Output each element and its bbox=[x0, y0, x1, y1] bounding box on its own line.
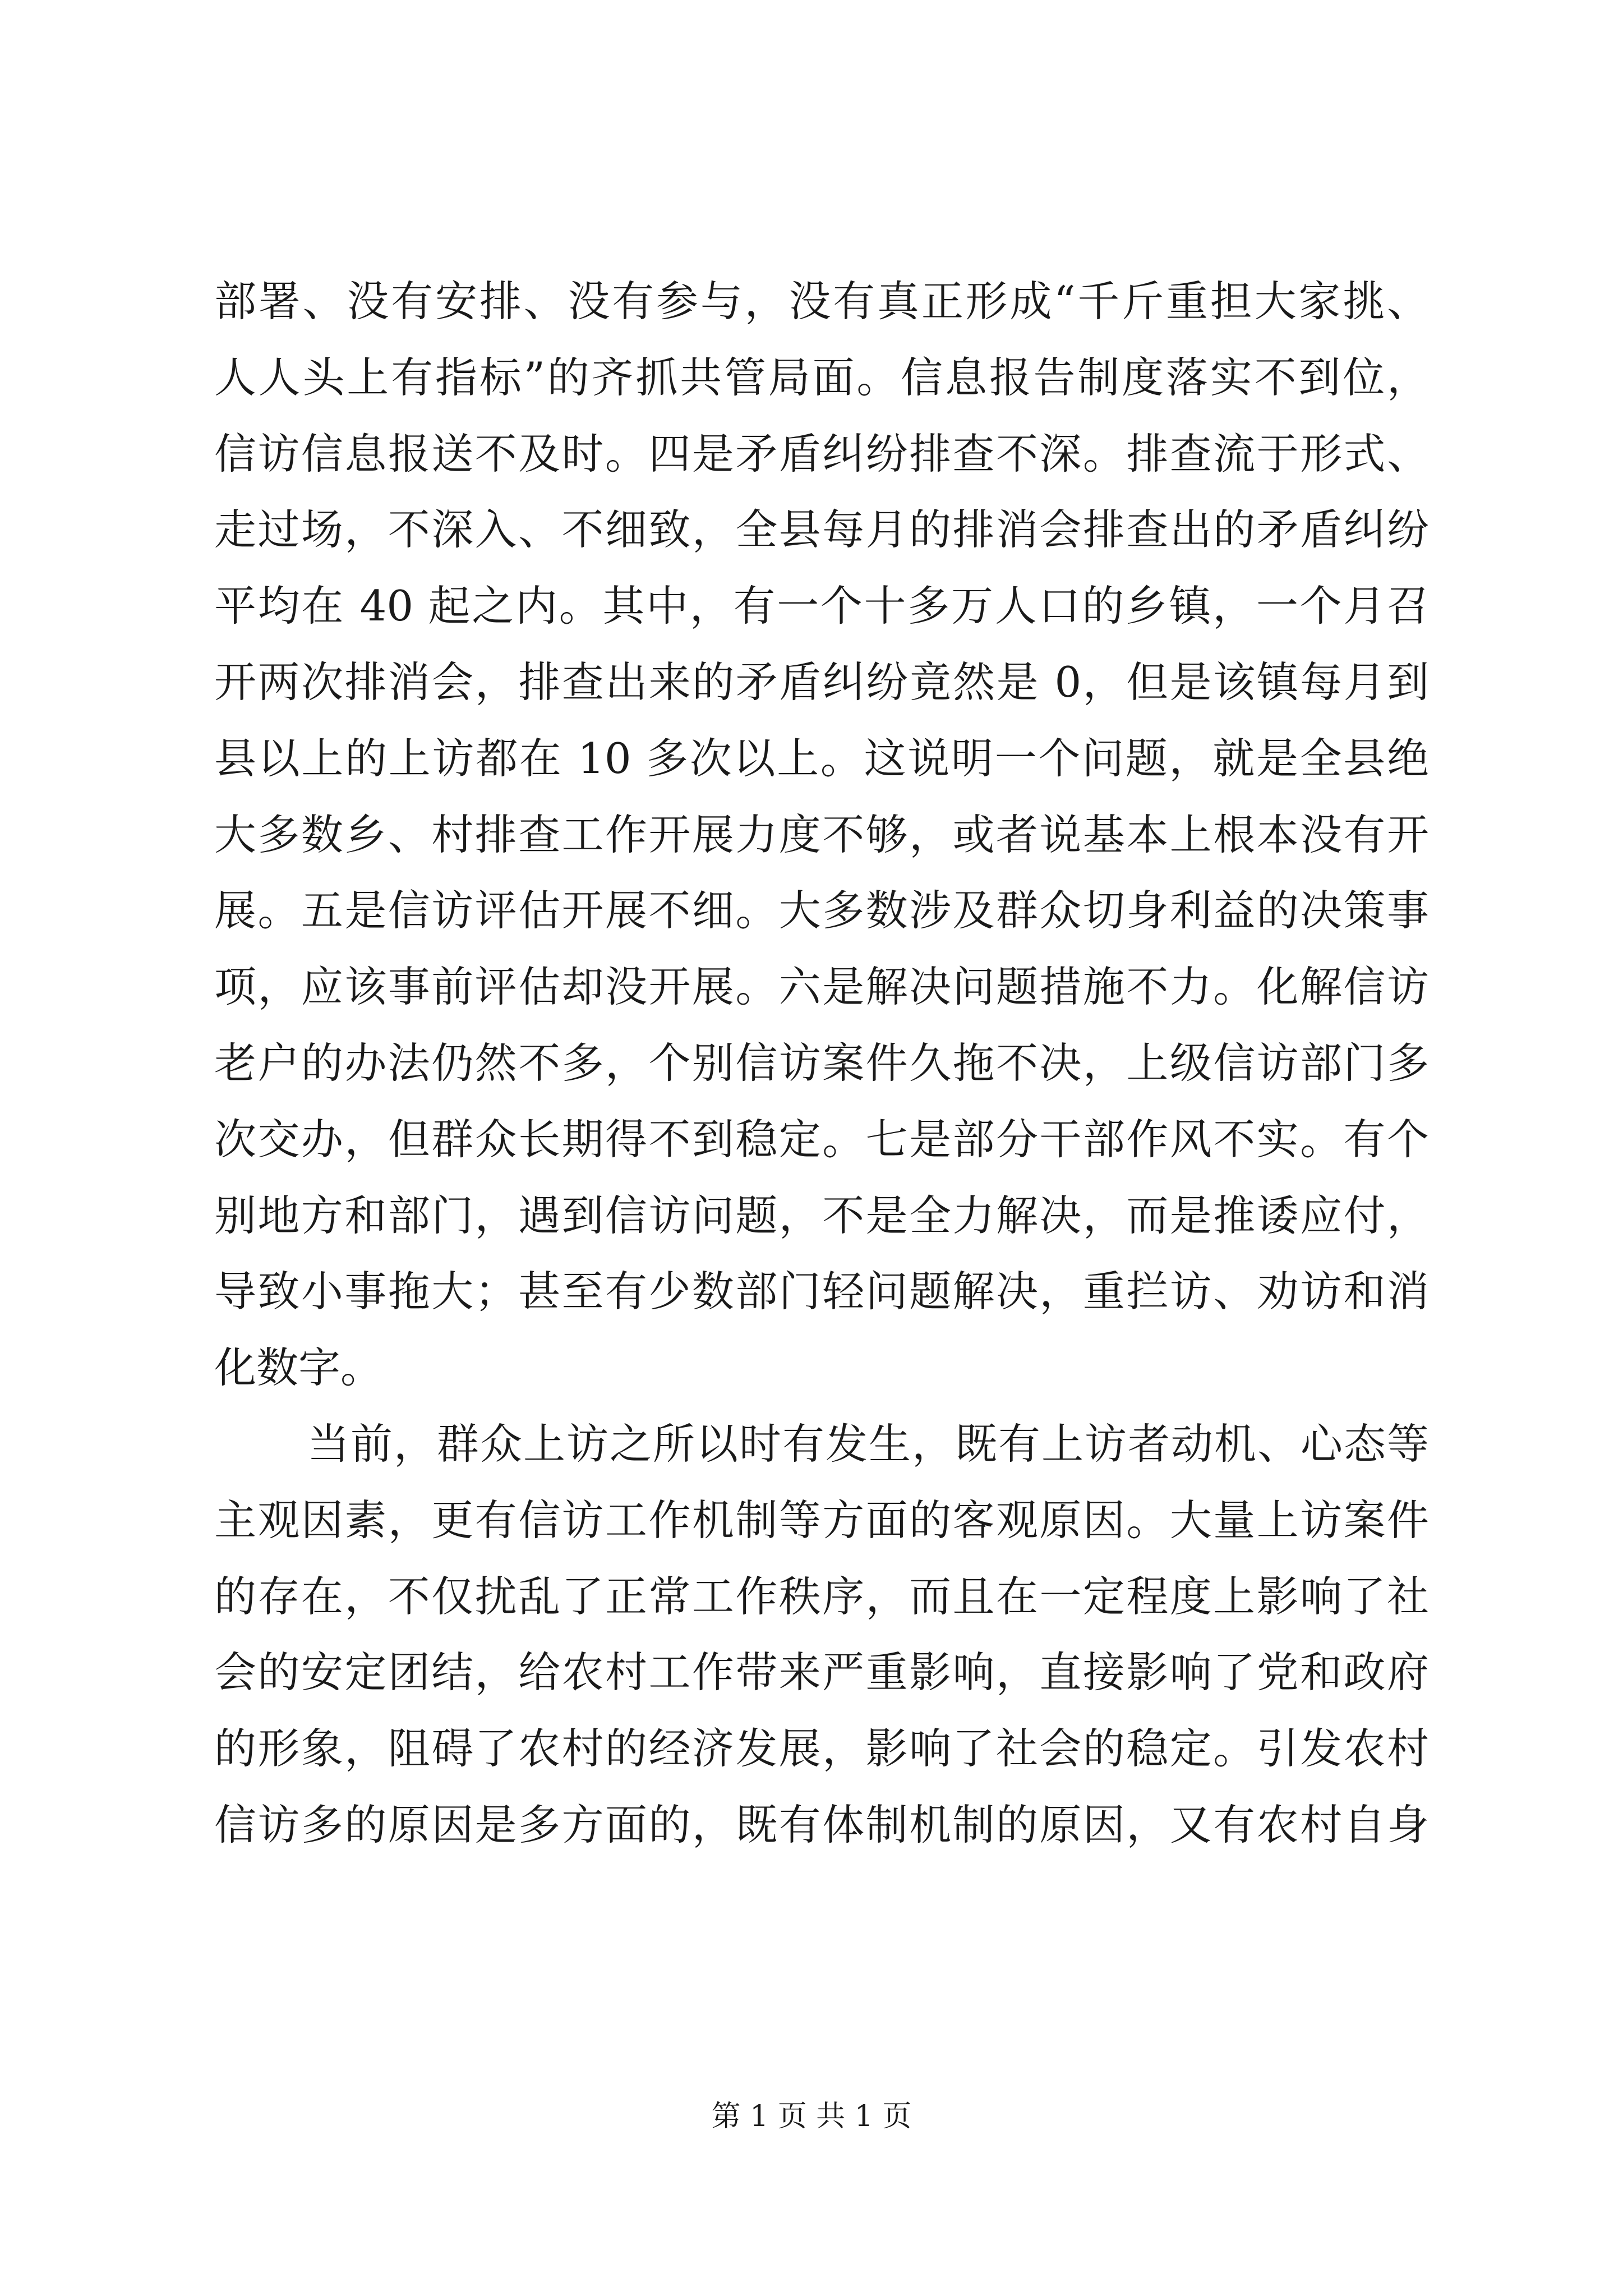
text-line: 信访信息报送不及时。四是矛盾纠纷排查不深。排查流于形式、 bbox=[214, 429, 1429, 478]
text-line: 县以上的上访都在 10 多次以上。这说明一个问题，就是全县绝 bbox=[214, 733, 1429, 783]
paragraph-2 bbox=[214, 1406, 1429, 1864]
text-line: 人人头上有指标”的齐抓共管局面。信息报告制度落实不到位， bbox=[214, 352, 1429, 402]
paragraph-1 bbox=[214, 264, 1429, 1406]
text-line: 主观因素，更有信访工作机制等方面的客观原因。大量上访案件 bbox=[214, 1495, 1429, 1545]
text-line: 信访多的原因是多方面的，既有体制机制的原因，又有农村自身 bbox=[214, 1800, 1429, 1849]
text-line: 走过场，不深入、不细致，全县每月的排消会排查出的矛盾纠纷 bbox=[214, 505, 1429, 555]
text-line: 的形象，阻碍了农村的经济发展，影响了社会的稳定。引发农村 bbox=[214, 1724, 1429, 1774]
text-line: 次交办，但群众长期得不到稳定。七是部分干部作风不实。有个 bbox=[214, 1114, 1429, 1164]
text-line: 化数字。 bbox=[214, 1343, 383, 1393]
text-line: 展。五是信访评估开展不细。大多数涉及群众切身利益的决策事 bbox=[214, 886, 1429, 936]
text-line: 别地方和部门，遇到信访问题，不是全力解决，而是推诿应付， bbox=[214, 1190, 1429, 1240]
text-line: 老户的办法仍然不多，个别信访案件久拖不决，上级信访部门多 bbox=[214, 1038, 1429, 1088]
text-line: 大多数乡、村排查工作开展力度不够，或者说基本上根本没有开 bbox=[214, 809, 1429, 859]
text-line: 的存在，不仅扰乱了正常工作秩序，而且在一定程度上影响了社 bbox=[214, 1571, 1429, 1621]
text-line: 会的安定团结，给农村工作带来严重影响，直接影响了党和政府 bbox=[214, 1648, 1429, 1697]
text-line: 项，应该事前评估却没开展。六是解决问题措施不力。化解信访 bbox=[214, 962, 1429, 1012]
page-number-label: 第 1 页 共 1 页 bbox=[711, 2100, 912, 2133]
text-line: 平均在 40 起之内。其中，有一个十多万人口的乡镇，一个月召 bbox=[214, 581, 1429, 631]
text-line: 部署、没有安排、没有参与，没有真正形成“千斤重担大家挑、 bbox=[214, 277, 1429, 326]
text-line: 导致小事拖大；甚至有少数部门轻问题解决，重拦访、劝访和消 bbox=[214, 1267, 1429, 1317]
text-line: 当前，群众上访之所以时有发生，既有上访者动机、心态等 bbox=[307, 1419, 1429, 1469]
text-line: 开两次排消会，排查出来的矛盾纠纷竟然是 0，但是该镇每月到 bbox=[214, 657, 1429, 707]
page-footer bbox=[0, 2092, 1623, 2134]
document-body bbox=[214, 264, 1429, 1864]
